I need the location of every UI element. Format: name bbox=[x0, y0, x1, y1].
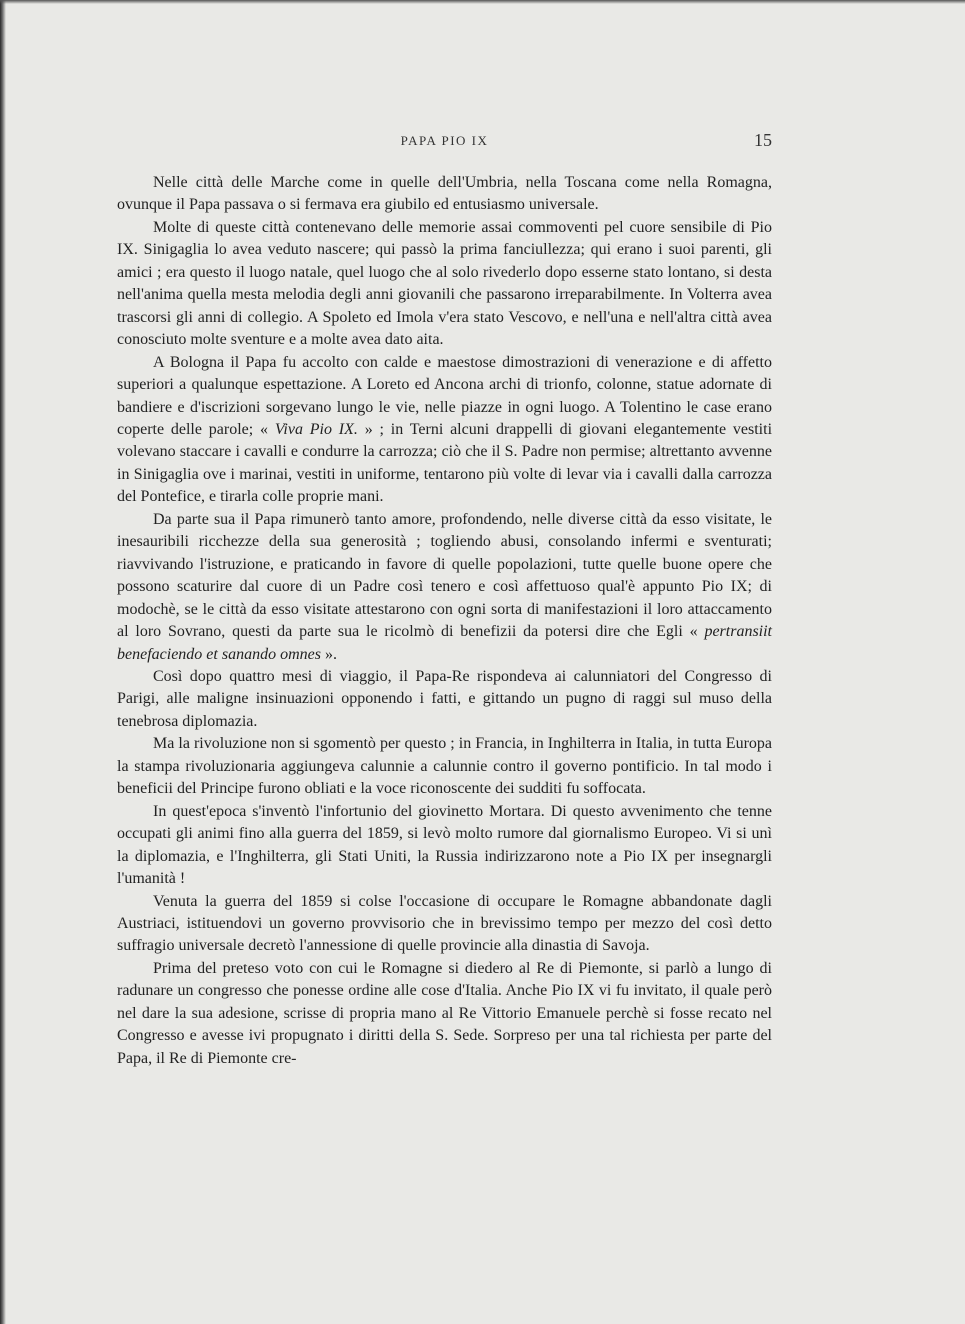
page-number: 15 bbox=[754, 130, 772, 150]
italic-phrase: Viva Pio IX. bbox=[274, 420, 358, 438]
running-head bbox=[117, 130, 772, 153]
paragraph-9: Prima del preteso voto con cui le Romagne si diedero al Re di Piemonte, si parlò a lungo di radunare un congresso che ponesse ordine alle cose d'Italia. Anche Pio IX vi fu invitato, il quale però nel dare la sua adesione, scrisse di propria mano al Re Vittorio Emanuele perchè si fosse recato nel Congresso e avesse ivi propugnato i diritti della S. Sede. Sorpreso per una tal richiesta per parte del Papa, il Re di Piemonte cre- bbox=[117, 959, 772, 1067]
latin-quote: pertransiit benefaciendo et sanando omnes bbox=[117, 623, 772, 663]
paragraph-4: Da parte sua il Papa rimunerò tanto amore, profondendo, nelle diverse città da esso visitate, le inesauribili ricchezze della sua generosità ; togliendo abusi, consolando infermi e sventurati; riavvivando l'istruzione, e praticando in favore di quelle popolazioni, tutte quelle buone opere che possono scaturire dal cuore di un Padre così tenero e così affettuoso qual'è appunto Pio IX; di modochè, se le città da esso visitate attestarono con ogni sorta di manifestazioni il loro attaccamento al loro Sovrano, questi da parte sua le ricolmò di benefizii da potersi dire che Egli « pertransiit benefaciendo et sanando omnes ». bbox=[117, 510, 772, 663]
body-text bbox=[117, 172, 772, 1070]
paragraph-5: Così dopo quattro mesi di viaggio, il Papa-Re rispondeva ai calunniatori del Congresso di Parigi, alle maligne insinuazioni opponendo i fatti, e gittando un pugno di raggi sul muso della tenebrosa diplomazia. bbox=[117, 667, 772, 730]
scan-edge-shadow bbox=[0, 0, 6, 1324]
scan-top-shadow bbox=[0, 0, 965, 4]
paragraph-7: In quest'epoca s'inventò l'infortunio del giovinetto Mortara. Di questo avvenimento che tenne occupati gli animi fino alla guerra del 1859, si levò molto rumore dal giornalismo Europeo. Vi si unì la diplomazia, e l'Inghilterra, gli Stati Uniti, la Russia indirizzarono note a Pio IX per insegnargli l'umanità ! bbox=[117, 802, 772, 888]
paragraph-1: Nelle città delle Marche come in quelle dell'Umbria, nella Toscana come nella Romagna, ovunque il Papa passava o si fermava era giubilo ed entusiasmo universale. bbox=[117, 174, 772, 214]
running-head-title: PAPA PIO IX bbox=[400, 133, 489, 148]
paragraph-2: Molte di queste città contenevano delle memorie assai commoventi pel cuore sensibile di Pio IX. Sinigaglia lo avea veduto nascere; qui passò la prima fanciullezza; qui erano i suoi parenti, gli amici ; era questo il luogo natale, quel luogo che al solo rivederlo dopo esserne stato lontano, si desta nell'anima quella mesta melodia degli anni giovanili che passarono irreparabilmente. In Volterra avea trascorsi gli anni di collegio. A Spoleto ed Imola v'era stato Vescovo, e nell'una e nell'altra città avea conosciuto molte sventure e a molte avea dato aita. bbox=[117, 218, 772, 349]
paragraph-8: Venuta la guerra del 1859 si colse l'occasione di occupare le Romagne abbandonate dagli Austriaci, istituendovi un governo provvisorio che in brevissimo tempo per mezzo del così detto suffragio universale decretò l'annessione di quelle provincie alla dinastia di Savoja. bbox=[117, 892, 772, 955]
paragraph-3: A Bologna il Papa fu accolto con calde e maestose dimostrazioni di venerazione e di affetto superiori a qualunque espettazione. A Loreto ed Ancona archi di trionfo, colonne, statue adornate di bandiere e d'iscrizioni sorgevano lungo le vie, nelle piazze in ogni luogo. A Tolentino le case erano coperte delle parole; « Viva Pio IX. » ; in Terni alcuni drappelli di giovani elegantemente vestiti volevano staccare i cavalli e condurre la carrozza; ciò che il S. Padre non permise; altrettanto avvenne in Sinigaglia ove i marinai, vestiti in uniforme, tentarono più volte di levar via i cavalli dalla carrozza del Pontefice, e tirarla colle proprie mani. bbox=[117, 353, 773, 506]
paragraph-6: Ma la rivoluzione non si sgomentò per questo ; in Francia, in Inghilterra in Italia, in tutta Europa la stampa rivoluzionaria aggiungeva calunnie a calunnie contro il governo pontificio. In tal modo i beneficii del Principe furono obliati e la voce riconoscente dei sudditi fu soffocata. bbox=[117, 735, 772, 798]
